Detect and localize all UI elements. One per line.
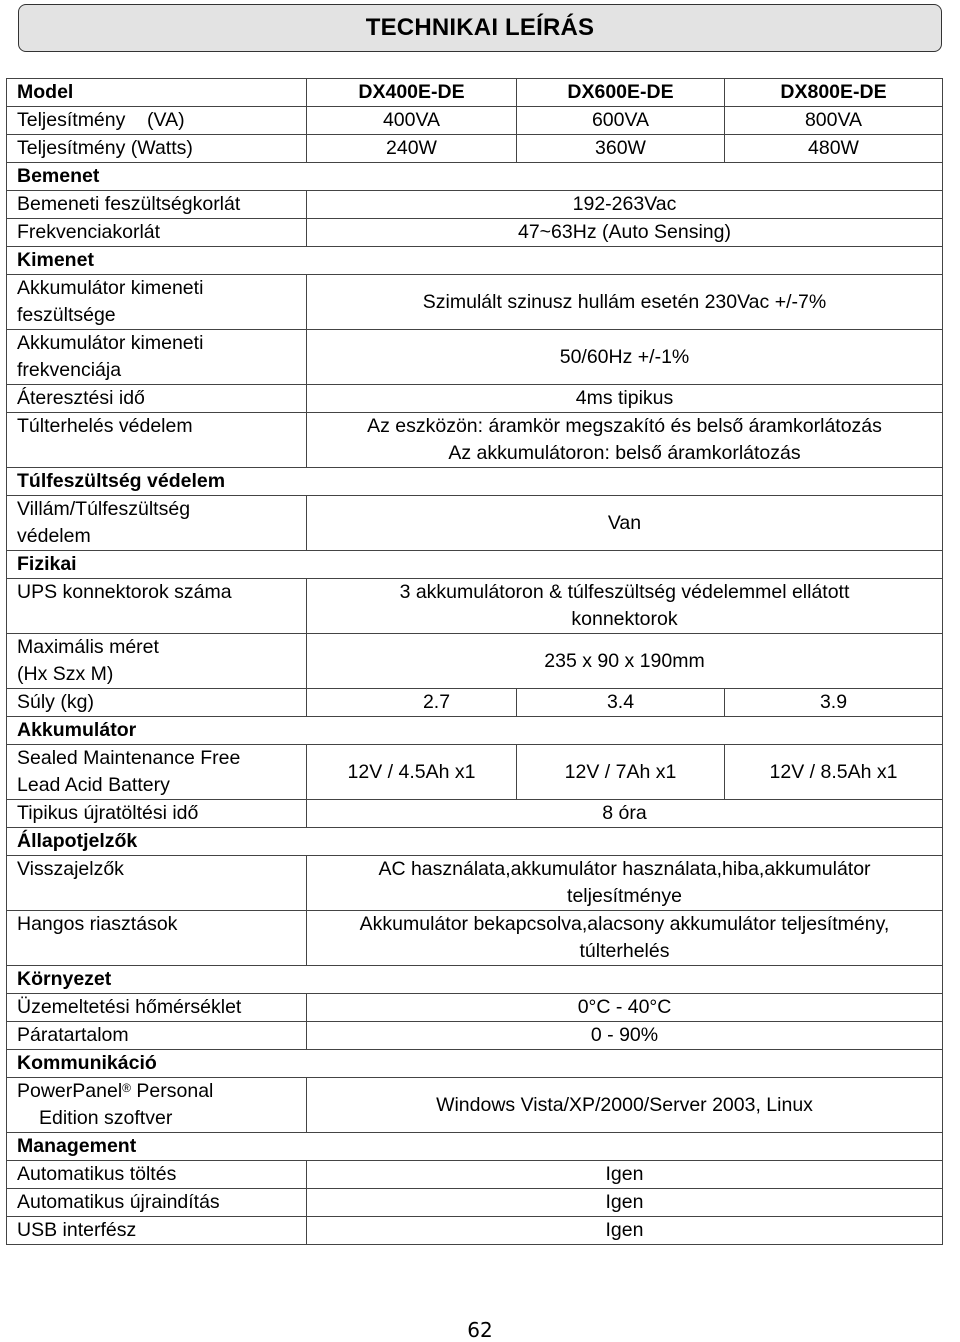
row-label: UPS konnektorok száma xyxy=(7,579,307,634)
cell-value: 0°C - 40°C xyxy=(307,994,943,1022)
table-row xyxy=(7,800,943,828)
section-heading: Kimenet xyxy=(7,247,943,275)
label-text: Personal xyxy=(131,1080,214,1102)
cell-value: 3.4 xyxy=(517,689,725,717)
cell-value: 8 óra xyxy=(307,800,943,828)
row-label: Hangos riasztások xyxy=(7,911,307,966)
cell-value: 0 - 90% xyxy=(307,1022,943,1050)
cell-value: 400VA xyxy=(307,107,517,135)
value-line: 3 akkumulátoron & túlfeszültség védelemmel ellátott xyxy=(399,581,850,603)
cell-value: 240W xyxy=(307,135,517,163)
section-row xyxy=(7,551,943,579)
model-3: DX800E-DE xyxy=(725,79,943,107)
value-line: AC használata,akkumulátor használata,hiba,akkumulátor xyxy=(378,858,871,880)
table-row xyxy=(7,856,943,911)
row-label: Súly (kg) xyxy=(7,689,307,717)
section-heading: Akkumulátor xyxy=(7,717,943,745)
table-row xyxy=(7,413,943,468)
label-line xyxy=(17,1078,296,1105)
section-row xyxy=(7,966,943,994)
page-number: 62 xyxy=(467,1318,493,1342)
section-heading: Fizikai xyxy=(7,551,943,579)
page-title: TECHNIKAI LEÍRÁS xyxy=(365,14,595,41)
cell-value: 12V / 4.5Ah x1 xyxy=(307,745,517,800)
table-row xyxy=(7,1078,943,1133)
label-text: Edition szoftver xyxy=(39,1107,173,1129)
value-line: teljesítménye xyxy=(567,885,682,907)
section-row xyxy=(7,468,943,496)
row-label: Bemeneti feszültségkorlát xyxy=(7,191,307,219)
section-heading: Túlfeszültség védelem xyxy=(7,468,943,496)
table-row xyxy=(7,1189,943,1217)
value-line: konnektorok xyxy=(571,608,678,630)
row-label xyxy=(7,275,307,330)
cell-value xyxy=(307,856,943,911)
section-row xyxy=(7,828,943,856)
section-row xyxy=(7,717,943,745)
section-heading: Management xyxy=(7,1133,943,1161)
registered-mark: ® xyxy=(122,1081,131,1095)
table-row xyxy=(7,219,943,247)
table-row-model xyxy=(7,79,943,107)
row-label: Áteresztési idő xyxy=(7,385,307,413)
row-label: Automatikus töltés xyxy=(7,1161,307,1189)
section-heading: Kommunikáció xyxy=(7,1050,943,1078)
spec-table xyxy=(6,78,943,1245)
label-line: Lead Acid Battery xyxy=(17,774,170,796)
table-row xyxy=(7,191,943,219)
cell-value: 800VA xyxy=(725,107,943,135)
label-line: Akkumulátor kimeneti xyxy=(17,277,204,299)
section-row xyxy=(7,1133,943,1161)
section-row xyxy=(7,247,943,275)
table-row xyxy=(7,634,943,689)
cell-value: 600VA xyxy=(517,107,725,135)
cell-value: Szimulált szinusz hullám esetén 230Vac +/-7% xyxy=(307,275,943,330)
value-line: Akkumulátor bekapcsolva,alacsony akkumulátor teljesítmény, xyxy=(359,913,890,935)
label-text: PowerPanel xyxy=(17,1080,123,1102)
cell-value: 47~63Hz (Auto Sensing) xyxy=(307,219,943,247)
row-label: Visszajelzők xyxy=(7,856,307,911)
value-line: Az eszközön: áramkör megszakító és belső áramkorlátozás xyxy=(367,415,882,437)
section-heading: Környezet xyxy=(7,966,943,994)
table-row xyxy=(7,1022,943,1050)
cell-value xyxy=(307,911,943,966)
cell-value: 192-263Vac xyxy=(307,191,943,219)
model-label: Model xyxy=(7,79,307,107)
row-label: Teljesítmény (Watts) xyxy=(7,135,307,163)
label-line: Akkumulátor kimeneti xyxy=(17,332,204,354)
cell-value: 12V / 7Ah x1 xyxy=(517,745,725,800)
table-row xyxy=(7,994,943,1022)
row-label: USB interfész xyxy=(7,1217,307,1245)
row-label: Túlterhelés védelem xyxy=(7,413,307,468)
row-label xyxy=(7,330,307,385)
label-line: Villám/Túlfeszültség xyxy=(17,498,191,520)
row-label: Frekvenciakorlát xyxy=(7,219,307,247)
row-label: Tipikus újratöltési idő xyxy=(7,800,307,828)
cell-value: Windows Vista/XP/2000/Server 2003, Linux xyxy=(307,1078,943,1133)
cell-value: Igen xyxy=(307,1189,943,1217)
cell-value: Igen xyxy=(307,1161,943,1189)
label-line xyxy=(17,1105,296,1132)
row-label xyxy=(7,745,307,800)
table-row xyxy=(7,911,943,966)
model-1: DX400E-DE xyxy=(307,79,517,107)
title-box xyxy=(18,4,942,52)
cell-value: 12V / 8.5Ah x1 xyxy=(725,745,943,800)
row-label xyxy=(7,634,307,689)
value-line: Az akkumulátoron: belső áramkorlátozás xyxy=(448,442,801,464)
label-line: Maximális méret xyxy=(17,636,159,658)
label-line: feszültsége xyxy=(17,304,116,326)
table-row xyxy=(7,496,943,551)
label-line: (Hx Szx M) xyxy=(17,663,114,685)
row-label xyxy=(7,1078,307,1133)
value-line: túlterhelés xyxy=(579,940,670,962)
cell-value: 2.7 xyxy=(307,689,517,717)
cell-value: 360W xyxy=(517,135,725,163)
row-label: Automatikus újraindítás xyxy=(7,1189,307,1217)
table-row xyxy=(7,579,943,634)
label-line: Sealed Maintenance Free xyxy=(17,747,241,769)
cell-value: 3.9 xyxy=(725,689,943,717)
table-row xyxy=(7,330,943,385)
row-label xyxy=(7,496,307,551)
row-label: Páratartalom xyxy=(7,1022,307,1050)
cell-value: Van xyxy=(307,496,943,551)
row-label: Teljesítmény (VA) xyxy=(7,107,307,135)
section-row xyxy=(7,163,943,191)
cell-value: 50/60Hz +/-1% xyxy=(307,330,943,385)
table-row xyxy=(7,745,943,800)
table-row xyxy=(7,1217,943,1245)
cell-value xyxy=(307,413,943,468)
table-row xyxy=(7,135,943,163)
cell-value: 4ms tipikus xyxy=(307,385,943,413)
section-heading: Állapotjelzők xyxy=(7,828,943,856)
model-2: DX600E-DE xyxy=(517,79,725,107)
table-row xyxy=(7,107,943,135)
row-label: Üzemeltetési hőmérséklet xyxy=(7,994,307,1022)
table-row xyxy=(7,689,943,717)
cell-value: 480W xyxy=(725,135,943,163)
cell-value: Igen xyxy=(307,1217,943,1245)
table-row xyxy=(7,1161,943,1189)
table-row xyxy=(7,385,943,413)
cell-value xyxy=(307,579,943,634)
section-row xyxy=(7,1050,943,1078)
label-line: frekvenciája xyxy=(17,359,122,381)
table-row xyxy=(7,275,943,330)
label-line: védelem xyxy=(17,525,91,547)
section-heading: Bemenet xyxy=(7,163,943,191)
cell-value: 235 x 90 x 190mm xyxy=(307,634,943,689)
